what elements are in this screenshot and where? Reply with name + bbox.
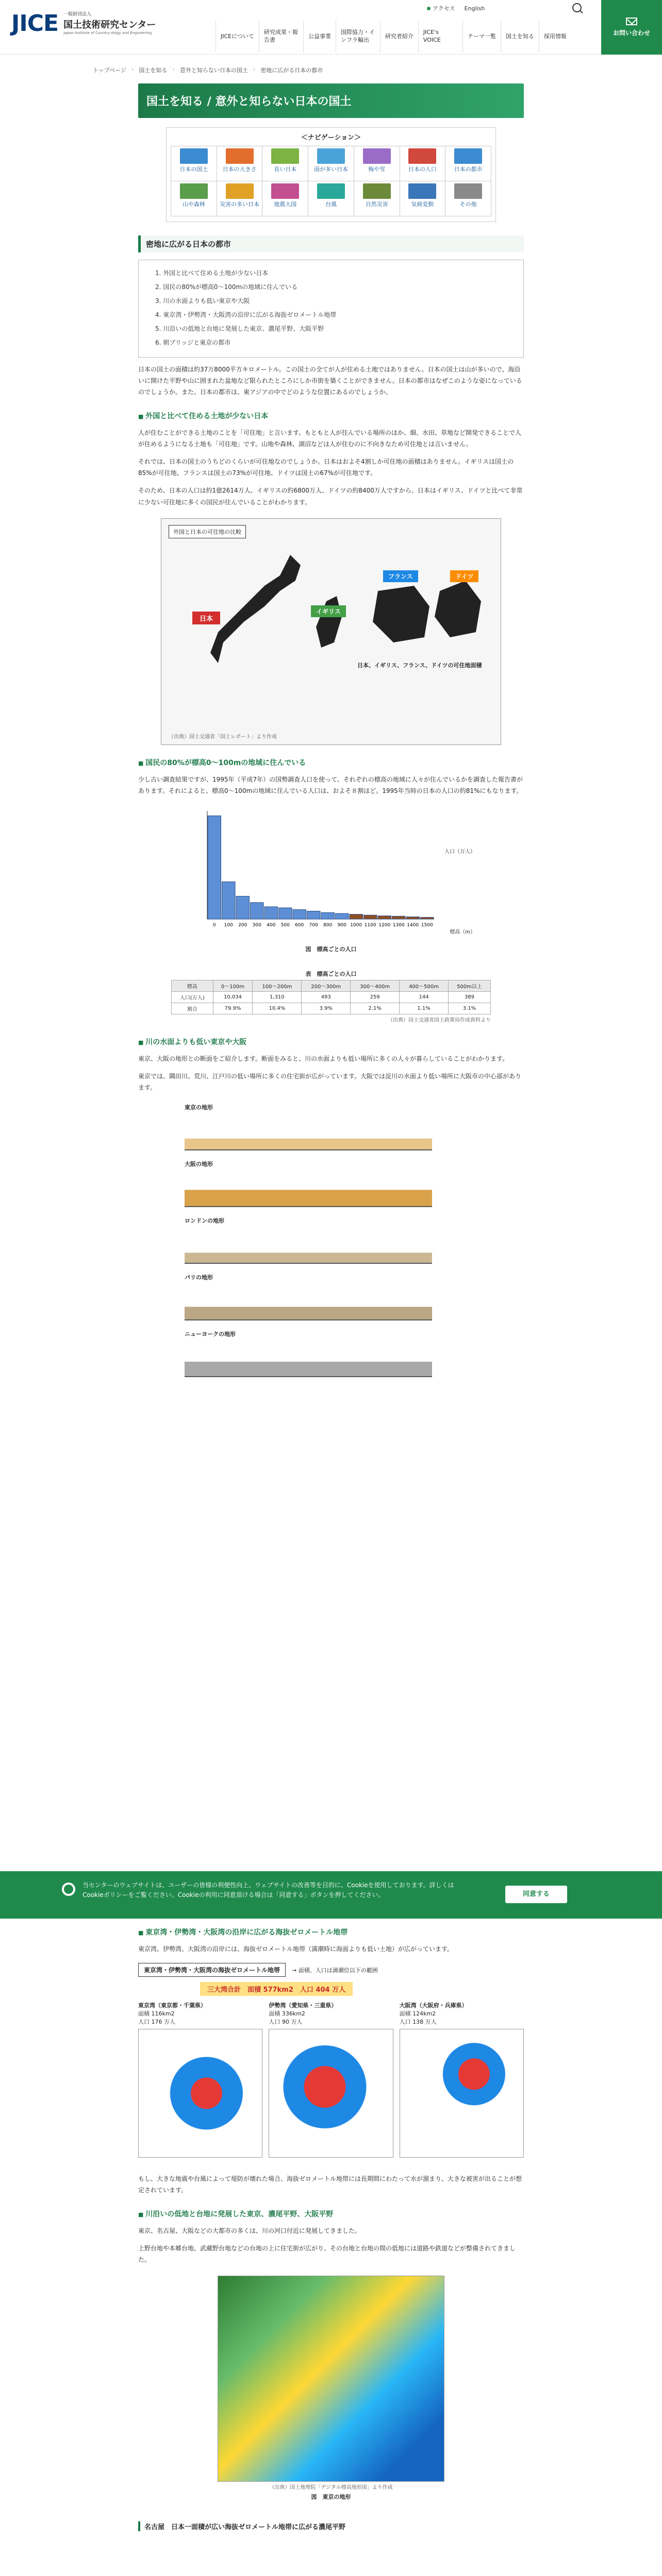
section-heading: 密地に広がる日本の都市: [138, 235, 524, 252]
nav-cell-icon: [408, 148, 436, 164]
bar: [251, 903, 264, 919]
bar: [421, 918, 434, 919]
x-tick-label: 600: [295, 923, 304, 928]
toc-item[interactable]: 1. 外国と比べて住める土地が少ない日本: [155, 269, 269, 277]
tokyo-map-title: 図 東京の地形: [311, 2494, 351, 2501]
x-tick-label: 700: [309, 923, 318, 928]
breadcrumb-kokudo[interactable]: 国土を知る: [139, 67, 168, 74]
profiles: [185, 1103, 432, 1377]
map-figure: [161, 518, 501, 745]
bar: [264, 907, 278, 919]
td: 人口(万人): [172, 992, 213, 1003]
bay-map-tokyo: [138, 2029, 262, 2158]
map-legend-title: 外国と日本の可住地の比較: [169, 525, 246, 538]
bar: [208, 816, 221, 919]
x-tick-label: 900: [337, 923, 346, 928]
x-tick-label: 100: [224, 923, 233, 928]
td: 10.4%: [253, 1003, 302, 1014]
x-tick-label: 500: [280, 923, 290, 928]
nav-cell-label: 自然災害: [365, 201, 388, 208]
toc-item[interactable]: 2. 国民の80%が標高0〜100mの地域に住んでいる: [155, 283, 298, 291]
label-france: フランス: [383, 570, 418, 582]
x-tick-label: 1100: [364, 923, 376, 928]
logo-en: Japan Institute of Country-ology and Engineering: [63, 30, 152, 35]
nav-cell[interactable]: [171, 146, 217, 181]
profile-label: ロンドンの地形: [185, 1217, 224, 1224]
bay-box-title: 東京湾・伊勢湾・大阪湾の海抜ゼロメートル地帯: [138, 1963, 286, 1977]
bay-osaka: [400, 2001, 524, 2158]
bay-map-osaka: [400, 2029, 524, 2158]
bay-pop: 人口 138 万人: [399, 2019, 437, 2026]
breadcrumb-igai[interactable]: 意外と知らない日本の国土: [179, 67, 248, 74]
nav-cell[interactable]: [308, 146, 354, 181]
profile-osaka: [185, 1170, 432, 1207]
s1-p1: 人が住むことができる土地のことを「可住地」と言います。もともと人が住んでいる場所のほか、畑、水田、草地など開発できることで人が住めるようになる土地も「可住地」です。山地や森林、湖沼などは人が住むのに不向きなため可住地とは言いません。: [138, 429, 522, 448]
nav-cell-label: 災害の多い日本: [220, 201, 260, 208]
bay-ise: [269, 2001, 393, 2158]
td: 1.1%: [400, 1003, 449, 1014]
mail-icon: [626, 18, 637, 25]
france-shape: [373, 586, 429, 642]
x-tick-label: 1400: [407, 923, 419, 928]
th: 0〜100m: [213, 980, 253, 992]
x-tick-label: 400: [267, 923, 276, 928]
uk-shape: [316, 596, 342, 648]
nav-cell[interactable]: [217, 146, 263, 181]
td: 493: [302, 992, 351, 1003]
nav-cell[interactable]: [445, 181, 491, 216]
bay-total: 三大湾合計 面積 577km2 人口 404 万人: [200, 1982, 353, 1996]
gnav-item-kokudo[interactable]: 国土を知る: [501, 21, 539, 53]
nav-cell[interactable]: [400, 146, 446, 181]
nav-cell-label: 山や森林: [182, 201, 205, 208]
gnav-item-about[interactable]: JICEについて: [216, 21, 259, 53]
x-tick-label: 1200: [378, 923, 391, 928]
bay-tokyo: [138, 2001, 262, 2158]
profile-tokyo: [185, 1113, 432, 1150]
nav-cell-icon: [226, 183, 254, 199]
map-source: （出典）国土交通省「国土レポート」より作成: [169, 734, 277, 740]
bay-area: 面積 116km2: [138, 2010, 175, 2018]
lower-content: [138, 1927, 524, 2531]
nav-cell[interactable]: [171, 181, 217, 216]
nav-cell-label: 地震大国: [274, 201, 297, 208]
td: 144: [400, 992, 449, 1003]
access-label: アクセス: [433, 5, 455, 12]
s1-heading: ■ 外国と比べて住める土地が少ない日本: [138, 411, 524, 421]
nav-cell-icon: [317, 183, 345, 199]
th: 100〜200m: [253, 980, 302, 992]
nav-cell-icon: [180, 183, 208, 199]
breadcrumb-current: 密地に広がる日本の都市: [260, 67, 323, 74]
bar: [307, 911, 321, 920]
elevation-chart-svg: [187, 806, 475, 940]
td: 3.9%: [302, 1003, 351, 1014]
profile-label: パリの地形: [185, 1274, 213, 1281]
nav-cell-label: 気候変動: [411, 201, 434, 208]
page-title: 国土を知る / 意外と知らない日本の国土: [138, 83, 524, 118]
search-icon[interactable]: [572, 3, 582, 12]
bay-maps: [138, 2001, 524, 2158]
bay-name: 大阪湾（大阪府・兵庫県）: [399, 2002, 468, 2009]
label-uk: イギリス: [311, 605, 346, 617]
nav-cell-icon: [271, 148, 299, 164]
cookie-agree-button[interactable]: 同意する: [505, 1886, 567, 1903]
contact-label: お問い合わせ: [613, 29, 650, 37]
breadcrumb-home[interactable]: トップページ: [93, 67, 127, 74]
country-map-svg: [161, 519, 502, 745]
logo-small: 一般財団法人: [63, 12, 92, 18]
x-tick-label: 300: [252, 923, 261, 928]
table-row: [172, 1003, 491, 1014]
bay-box-header: [138, 1963, 524, 1977]
bar: [392, 916, 406, 919]
s5-heading: ■ 川沿いの低地と台地に発展した東京、濃尾平野、大阪平野: [138, 2209, 524, 2219]
germany-shape: [435, 581, 481, 637]
nav-cell-icon: [454, 148, 482, 164]
chart-ylabel: 人口（万人）: [444, 849, 475, 855]
s5-bottom-heading: 名古屋 日本一面積が広い海抜ゼロメートル地帯に広がる濃尾平野: [138, 2521, 524, 2531]
nav-cell-icon: [363, 183, 391, 199]
site-header: [0, 0, 662, 55]
cookie-banner: [0, 1871, 662, 1919]
bay-area: 面積 336km2: [269, 2010, 305, 2018]
nav-cell-label: 長い日本: [274, 166, 297, 173]
elevation-table-wrap: [171, 970, 491, 1024]
td: 割合: [172, 1003, 213, 1014]
gnav-item-public[interactable]: 公益事業: [303, 21, 336, 53]
label-japan: 日本: [192, 612, 220, 624]
english-link[interactable]: English: [464, 5, 485, 12]
td: 2.1%: [351, 1003, 400, 1014]
profile-london: [185, 1227, 432, 1264]
nav-cell[interactable]: [400, 181, 446, 216]
nav-cell-icon: [454, 183, 482, 199]
bar: [336, 913, 349, 919]
navigation-grid: [171, 146, 491, 216]
td: 389: [448, 992, 490, 1003]
table-of-contents: [138, 260, 524, 358]
breadcrumb: トップページ › 国土を知る › 意外と知らない日本の国土 › 密地に広がる日本の都市: [93, 66, 323, 74]
elevation-table: [171, 980, 491, 1014]
td: 1,310: [253, 992, 302, 1003]
x-tick-label: 1300: [392, 923, 405, 928]
tokyo-map-caption: （出典）国土地理院「デジタル標高地形図」より作成: [269, 2485, 393, 2491]
bar: [406, 917, 420, 919]
profile-label: ニューヨークの地形: [185, 1330, 236, 1337]
nav-cell[interactable]: [354, 146, 400, 181]
s3-p1: 東京、大阪の地形との断面をご紹介します。断面をみると、川の水面よりも低い場所に多くの人々が暮らしていることがわかります。: [138, 1055, 509, 1063]
table-source: （出典）国土交通省国土政策局作成資料より: [388, 1018, 491, 1024]
bar: [364, 915, 377, 919]
nav-cell-icon: [180, 148, 208, 164]
contact-button[interactable]: [601, 0, 662, 55]
s5-p1: 東京、名古屋、大阪などの大都市の多くは、川の河口付近に発展してきました。: [138, 2227, 361, 2234]
table-row: [172, 992, 491, 1003]
gnav-item-themes[interactable]: テーマ一覧: [462, 21, 501, 53]
th: 500m以上: [448, 980, 490, 992]
toc-item[interactable]: 5. 川沿いの低地と台地に発展した東京、濃尾平野、大阪平野: [155, 325, 324, 332]
nav-cell[interactable]: [308, 181, 354, 216]
bay-map-ise: [269, 2029, 393, 2158]
toc-item[interactable]: 4. 東京湾・伊勢湾・大阪湾の沿岸に広がる海抜ゼロメートル地帯: [155, 311, 337, 318]
nav-cell-icon: [226, 148, 254, 164]
toc-item[interactable]: 3. 川の水面よりも低い東京や大阪: [155, 297, 250, 304]
td: 10,034: [213, 992, 253, 1003]
global-nav: [216, 21, 571, 53]
x-tick-label: 1000: [350, 923, 362, 928]
gnav-item-voice[interactable]: JICE's VOICE: [418, 21, 462, 53]
td: 259: [351, 992, 400, 1003]
toc-item[interactable]: 6. 朝ブリッジと東京の都市: [155, 339, 231, 346]
nav-cell[interactable]: [262, 146, 308, 181]
nav-cell-label: 梅や雪: [368, 166, 386, 173]
bar: [236, 896, 250, 919]
bar: [378, 916, 391, 919]
nav-cell[interactable]: [354, 181, 400, 216]
s3-p2: 東京では、隅田川、荒川、江戸川の低い場所に多くの住宅街が広がっています。大阪では淀川の水面より低い場所に大阪市の中心部があります。: [138, 1073, 522, 1092]
th: 標高: [172, 980, 213, 992]
th: 400〜500m: [400, 980, 449, 992]
nav-cell-icon: [271, 183, 299, 199]
header-utility: [427, 4, 485, 12]
bay-pop: 人口 90 万人: [269, 2019, 303, 2026]
gnav-item-researchers[interactable]: 研究者紹介: [380, 21, 418, 53]
bay-area: 面積 124km2: [399, 2010, 436, 2018]
td: 3.1%: [448, 1003, 490, 1014]
map-pin-icon: [427, 7, 431, 10]
td: 79.9%: [213, 1003, 253, 1014]
profile-label: 大阪の地形: [185, 1160, 213, 1167]
chart-title: 図 標高ごとの人口: [305, 946, 357, 953]
map-caption: 日本、イギリス、フランス、ドイツの可住地面積: [357, 662, 482, 669]
logo-mark: JICE: [11, 10, 59, 37]
nav-cell-icon: [317, 148, 345, 164]
nav-cell-label: 日本の人口: [408, 166, 437, 173]
profile-newyork: [185, 1340, 432, 1377]
th: 200〜300m: [302, 980, 351, 992]
s4-p1: 東京湾、伊勢湾、大阪湾の沿岸には、海抜ゼロメートル地帯（満潮時に海面よりも低い土地）が広がっています。: [138, 1945, 454, 1953]
s4-heading: ■ 東京湾・伊勢湾・大阪湾の沿岸に広がる海抜ゼロメートル地帯: [138, 1927, 524, 1937]
nav-cell-label: 日本の都市: [454, 166, 483, 173]
chart-xlabel: 標高（m）: [450, 929, 475, 936]
main-content: [138, 83, 524, 1377]
profile-paris: [185, 1283, 432, 1320]
logo-name: 国土技術研究センター: [63, 19, 156, 30]
nav-cell-label: 日本の大きさ: [222, 166, 257, 173]
s1-p2: それでは、日本の国土のうちどのくらいが可住地なのでしょうか。日本はおよそ4割しか可住地の面積はありません。イギリスは国土の85%が可住地、フランスは国土の73%が可住地、ドイツは国土の67%が可住地です。: [138, 457, 514, 477]
tokyo-elevation-map: [218, 2276, 444, 2482]
s1-p3: そのため、日本の人口は約1億2614万人、イギリスの約6800万人、ドイツの約8400万人ですから、日本はイギリス、ドイツと比べて非常に少ない可住地に多くの国民が住んでいることがわかります。: [138, 487, 523, 506]
access-link[interactable]: [427, 4, 455, 12]
th: 300〜400m: [351, 980, 400, 992]
bay-name: 東京湾（東京都・千葉県）: [138, 2002, 206, 2009]
s5-p2: 上野台地や本郷台地、武蔵野台地などの台地の上に住宅街が広がり、その台地と台地の間の低地には道路や鉄道などが整備されてきました。: [138, 2244, 516, 2263]
nav-cell-icon: [363, 148, 391, 164]
intro-text: 日本の国土の面積は約37万8000平方キロメートル。この国土の全てが人が住める土地ではありません。日本の国土は山が多いので、海沿いに開けた平野や山に囲まれた盆地など限られたところにしか市街を築くことができません。日本の都市はなぜこのような姿になっているのでしょうか。また、日本の都市は、東アジアの中でどのような位置にあるのでしょうか。: [138, 366, 522, 396]
nav-cell[interactable]: [217, 181, 263, 216]
bay-box-sub: → 面積、人口は満潮位以下の範囲: [292, 1967, 378, 1974]
s2-p1: 少し古い調査結果ですが、1995年（平成7年）の国勢調査人口を使って、それぞれの標高の地域に人々が住んでいるかを調査した報告書があります。それによると、標高0〜100mの地域に住んでいる人口は、およそ８割ほど。1995年当時の日本の人口の約81%にもなります。: [138, 775, 523, 794]
nav-cell[interactable]: [262, 181, 308, 216]
elevation-chart: [187, 806, 475, 965]
bar: [321, 912, 335, 919]
bar: [293, 910, 306, 919]
nav-cell-label: 雨が多い日本: [313, 166, 348, 173]
nav-cell-label: その他: [459, 201, 477, 208]
s3-heading: ■ 川の水面よりも低い東京や大阪: [138, 1037, 524, 1047]
bay-pop: 人口 176 万人: [138, 2019, 175, 2026]
bar: [350, 914, 363, 919]
nav-cell-label: 台風: [325, 201, 337, 208]
cookie-icon: [62, 1883, 75, 1896]
cookie-text: 当センターのウェブサイトは、ユーザーの皆様の利便性向上、ウェブサイトの改善等を目的に、Cookieを使用しております。詳しくはCookieポリシーをご覧ください。Cookieの利用に同意頂ける場合は「同意する」ボタンを押してください。: [82, 1882, 454, 1899]
gnav-item-intl[interactable]: 国際協力・インフラ輸出: [336, 21, 380, 53]
bar: [222, 882, 236, 919]
navigation-title: ＜ナビゲーション＞: [301, 134, 361, 142]
profile-label: 東京の地形: [185, 1104, 213, 1111]
x-tick-label: 800: [323, 923, 333, 928]
navigation-box: [166, 127, 496, 222]
site-logo[interactable]: [11, 10, 156, 37]
nav-cell-icon: [408, 183, 436, 199]
s4-p2: もし、大きな地震や台風によって堤防が壊れた場合、海抜ゼロメートル地帯には長期間にわたって水が溜まり、大きな被害が出ることが想定されています。: [138, 2175, 522, 2194]
nav-cell-label: 日本の国土: [179, 166, 208, 173]
x-tick-label: 200: [238, 923, 247, 928]
bar: [279, 908, 292, 919]
x-tick-label: 0: [212, 923, 216, 928]
gnav-item-research[interactable]: 研究成果・報告書: [259, 21, 303, 53]
bay-name: 伊勢湾（愛知県・三重県）: [269, 2002, 337, 2009]
table-title: 表 標高ごとの人口: [305, 971, 357, 978]
s2-heading: ■ 国民の80%が標高0〜100mの地域に住んでいる: [138, 757, 524, 768]
japan-shape: [210, 555, 301, 663]
gnav-item-recruit[interactable]: 採用情報: [539, 21, 571, 53]
label-germany: ドイツ: [450, 570, 478, 582]
nav-cell[interactable]: [445, 146, 491, 181]
x-tick-label: 1500: [421, 923, 433, 928]
